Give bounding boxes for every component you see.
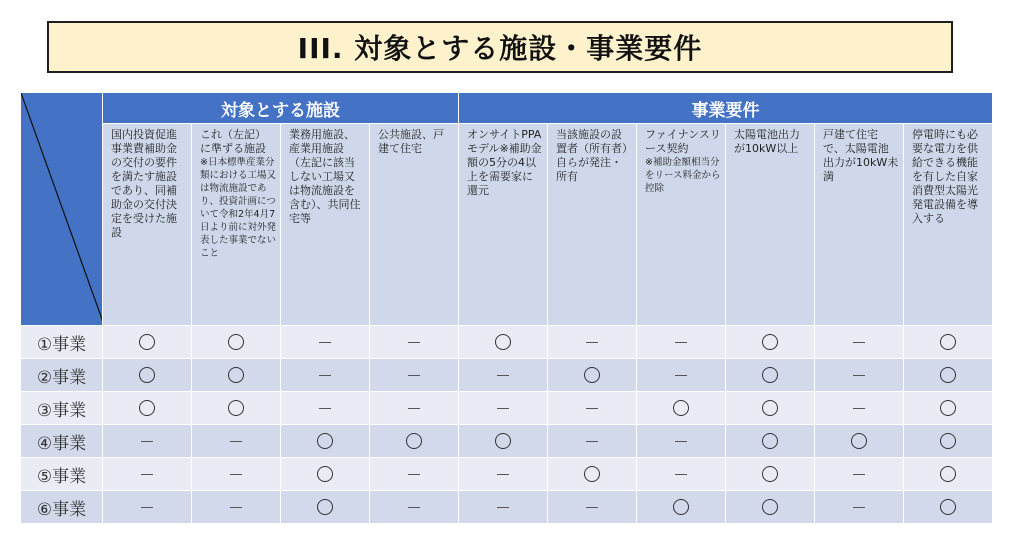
circle-mark-icon	[762, 499, 778, 515]
table-cell	[548, 359, 637, 392]
table-cell	[637, 392, 726, 425]
table-cell	[459, 326, 548, 359]
table-cell	[459, 359, 548, 392]
table-cell	[726, 392, 815, 425]
table-cell	[370, 326, 459, 359]
circle-mark-icon	[762, 400, 778, 416]
circle-mark-icon	[139, 367, 155, 383]
table-cell	[815, 359, 904, 392]
dash-mark-icon	[586, 507, 598, 508]
table-row	[21, 458, 993, 491]
table-cell	[548, 491, 637, 524]
dash-mark-icon	[141, 441, 153, 442]
dash-mark-icon	[408, 342, 420, 343]
criteria-note: ※日本標準産業分類における工場又は物流施設であり、投資計画について令和2年4月7日より前に対外発表した事業でないこと	[200, 157, 277, 259]
dash-mark-icon	[853, 375, 865, 376]
criteria-header-7	[637, 124, 726, 326]
dash-mark-icon	[675, 441, 687, 442]
circle-mark-icon	[940, 334, 956, 350]
table-cell	[281, 491, 370, 524]
dash-mark-icon	[319, 342, 331, 343]
table-cell	[904, 392, 993, 425]
dash-mark-icon	[497, 375, 509, 376]
table-cell	[726, 458, 815, 491]
circle-mark-icon	[673, 400, 689, 416]
circle-mark-icon	[495, 433, 511, 449]
circle-mark-icon	[762, 433, 778, 449]
dash-mark-icon	[408, 408, 420, 409]
criteria-header-5	[459, 124, 548, 326]
criteria-text: 公共施設、戸建て住宅	[378, 128, 444, 155]
table-cell	[904, 425, 993, 458]
group-header-facility: 対象とする施設	[103, 93, 459, 124]
criteria-text: オンサイトPPAモデル※補助金額の5分の4以上を需要家に還元	[467, 128, 542, 197]
table-row	[21, 425, 993, 458]
dash-mark-icon	[675, 474, 687, 475]
circle-mark-icon	[940, 400, 956, 416]
criteria-header-6	[548, 124, 637, 326]
criteria-header-2	[192, 124, 281, 326]
table-cell	[281, 425, 370, 458]
table-cell	[192, 491, 281, 524]
dash-mark-icon	[586, 408, 598, 409]
table-cell	[815, 326, 904, 359]
table-row	[21, 392, 993, 425]
circle-mark-icon	[673, 499, 689, 515]
row-label: ⑥事業	[21, 491, 103, 524]
dash-mark-icon	[141, 474, 153, 475]
table-cell	[459, 458, 548, 491]
row-label: ④事業	[21, 425, 103, 458]
table-cell	[370, 491, 459, 524]
dash-mark-icon	[853, 408, 865, 409]
table-cell	[459, 491, 548, 524]
table-cell	[726, 359, 815, 392]
table-cell	[370, 359, 459, 392]
table-cell	[815, 425, 904, 458]
requirements-table	[20, 92, 993, 524]
table-cell	[281, 392, 370, 425]
table-cell	[103, 458, 192, 491]
circle-mark-icon	[317, 499, 333, 515]
table-cell	[192, 326, 281, 359]
table-cell	[815, 392, 904, 425]
dash-mark-icon	[408, 507, 420, 508]
dash-mark-icon	[408, 474, 420, 475]
circle-mark-icon	[228, 334, 244, 350]
row-label: ①事業	[21, 326, 103, 359]
circle-mark-icon	[940, 466, 956, 482]
table-cell	[637, 491, 726, 524]
dash-mark-icon	[675, 375, 687, 376]
table-corner	[21, 93, 103, 326]
circle-mark-icon	[851, 433, 867, 449]
table-cell	[548, 326, 637, 359]
dash-mark-icon	[497, 507, 509, 508]
table-cell	[637, 326, 726, 359]
criteria-text: 国内投資促進事業費補助金の交付の要件を満たす施設であり、同補助金の交付決定を受けた施設	[111, 128, 177, 239]
table-row	[21, 359, 993, 392]
table-cell	[726, 425, 815, 458]
table-cell	[281, 326, 370, 359]
corner-diagonal	[21, 93, 103, 322]
circle-mark-icon	[940, 433, 956, 449]
dash-mark-icon	[319, 408, 331, 409]
table-cell	[370, 425, 459, 458]
table-cell	[548, 458, 637, 491]
table-cell	[103, 392, 192, 425]
circle-mark-icon	[317, 466, 333, 482]
criteria-header-3	[281, 124, 370, 326]
circle-mark-icon	[406, 433, 422, 449]
circle-mark-icon	[495, 334, 511, 350]
circle-mark-icon	[762, 466, 778, 482]
table-cell	[192, 425, 281, 458]
table-cell	[637, 359, 726, 392]
circle-mark-icon	[584, 367, 600, 383]
table-cell	[904, 359, 993, 392]
table-cell	[459, 425, 548, 458]
table-cell	[904, 326, 993, 359]
criteria-text: 戸建て住宅で、太陽電池出力が10kW未満	[823, 128, 899, 183]
table-cell	[904, 458, 993, 491]
criteria-text: 業務用施設、産業用施設（左記に該当しない工場又は物流施設を含む）、共同住宅等	[289, 128, 361, 225]
circle-mark-icon	[940, 499, 956, 515]
dash-mark-icon	[230, 474, 242, 475]
criteria-note: ※補助金額相当分をリース料金から控除	[645, 157, 721, 194]
criteria-header-1	[103, 124, 192, 326]
table-cell	[281, 458, 370, 491]
table-cell	[637, 458, 726, 491]
criteria-header-10	[904, 124, 993, 326]
table-cell	[192, 359, 281, 392]
dash-mark-icon	[319, 375, 331, 376]
table-cell	[103, 326, 192, 359]
circle-mark-icon	[139, 400, 155, 416]
circle-mark-icon	[584, 466, 600, 482]
table-cell	[815, 491, 904, 524]
table-cell	[548, 392, 637, 425]
dash-mark-icon	[497, 474, 509, 475]
table-row	[21, 326, 993, 359]
criteria-text: ファイナンスリース契約	[645, 128, 721, 155]
row-label: ③事業	[21, 392, 103, 425]
dash-mark-icon	[141, 507, 153, 508]
dash-mark-icon	[586, 441, 598, 442]
table-cell	[192, 458, 281, 491]
table-cell	[192, 392, 281, 425]
circle-mark-icon	[139, 334, 155, 350]
table-cell	[370, 392, 459, 425]
criteria-header-9	[815, 124, 904, 326]
criteria-text: これ（左記）に準ずる施設	[200, 128, 266, 155]
dash-mark-icon	[230, 507, 242, 508]
table-cell	[726, 326, 815, 359]
table-cell	[726, 491, 815, 524]
dash-mark-icon	[230, 441, 242, 442]
circle-mark-icon	[317, 433, 333, 449]
table-cell	[281, 359, 370, 392]
group-header-requirements: 事業要件	[459, 93, 993, 124]
circle-mark-icon	[228, 367, 244, 383]
table-cell	[103, 425, 192, 458]
table-cell	[904, 491, 993, 524]
dash-mark-icon	[497, 408, 509, 409]
page-title: III. 対象とする施設・事業要件	[47, 21, 953, 73]
circle-mark-icon	[762, 367, 778, 383]
table-cell	[548, 425, 637, 458]
dash-mark-icon	[408, 375, 420, 376]
dash-mark-icon	[586, 342, 598, 343]
dash-mark-icon	[853, 474, 865, 475]
circle-mark-icon	[228, 400, 244, 416]
circle-mark-icon	[940, 367, 956, 383]
table-cell	[103, 359, 192, 392]
row-label: ②事業	[21, 359, 103, 392]
criteria-text: 停電時にも必要な電力を供給できる機能を有した自家消費型太陽光発電設備を導入する	[912, 128, 978, 225]
table-cell	[459, 392, 548, 425]
table-cell	[637, 425, 726, 458]
criteria-text: 当該施設の設置者（所有者）自らが発注・所有	[556, 128, 628, 183]
criteria-header-4	[370, 124, 459, 326]
criteria-header-8	[726, 124, 815, 326]
table-cell	[370, 458, 459, 491]
table-cell	[815, 458, 904, 491]
criteria-text: 太陽電池出力が10kW以上	[734, 128, 800, 155]
dash-mark-icon	[675, 342, 687, 343]
dash-mark-icon	[853, 507, 865, 508]
circle-mark-icon	[762, 334, 778, 350]
table-cell	[103, 491, 192, 524]
dash-mark-icon	[853, 342, 865, 343]
table-row	[21, 491, 993, 524]
row-label: ⑤事業	[21, 458, 103, 491]
